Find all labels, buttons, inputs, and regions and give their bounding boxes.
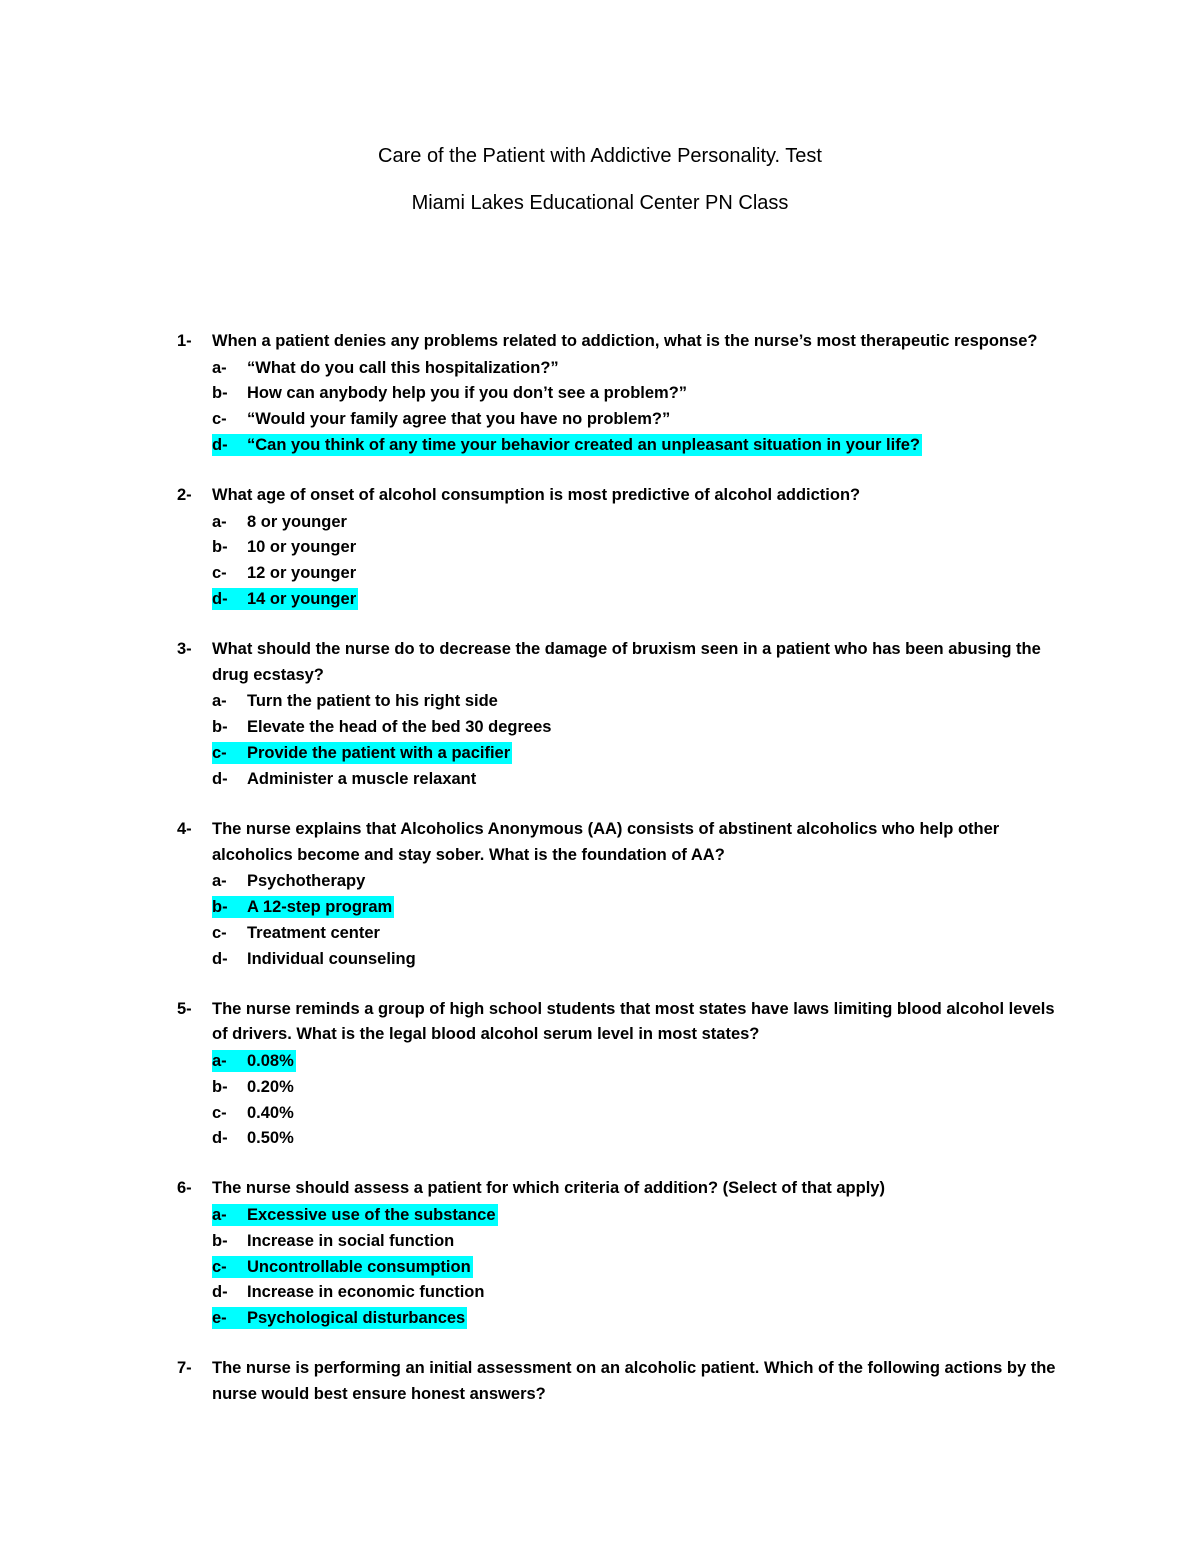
answer-option [212, 1126, 1067, 1152]
option-letter: d- [212, 436, 228, 455]
question-text: The nurse should assess a patient for which criteria of addition? (Select of that apply) [212, 1179, 885, 1198]
question-row [177, 817, 1067, 869]
option-letter: c- [212, 1257, 227, 1276]
option-text: 0.40% [247, 1103, 294, 1122]
answer-content [212, 768, 478, 790]
option-text: 0.50% [247, 1129, 294, 1148]
answer-option [212, 920, 1067, 946]
answer-option [212, 381, 1067, 407]
option-letter: d- [212, 1283, 228, 1302]
option-text: Excessive use of the substance [247, 1206, 496, 1224]
answer-option [212, 560, 1067, 586]
answer-content [212, 1127, 296, 1149]
question-row [177, 997, 1067, 1049]
question-text: The nurse explains that Alcoholics Anonymous (AA) consists of abstinent alcoholics who help other alcoholics become and stay sober. What is the foundation of AA? [212, 819, 1000, 864]
question-item [177, 483, 1067, 612]
question-number: 4- [177, 819, 192, 838]
answer-content [212, 1076, 296, 1098]
answer-option [212, 740, 1067, 766]
option-letter: e- [212, 1309, 227, 1328]
answer-content [212, 690, 500, 712]
answer-option [212, 1254, 1067, 1280]
answer-content [212, 870, 367, 892]
highlighted-answer [212, 896, 394, 918]
question-number: 6- [177, 1179, 192, 1198]
answer-content [212, 1281, 486, 1303]
answer-option [212, 1048, 1067, 1074]
question-text: What age of onset of alcohol consumption is most predictive of alcohol addiction? [212, 485, 861, 504]
answer-option [212, 509, 1067, 535]
question-row [177, 1176, 1067, 1202]
option-text: A 12-step program [247, 898, 393, 917]
document-title: Care of the Patient with Addictive Personality. Test [378, 145, 822, 167]
option-letter: b- [212, 718, 228, 737]
answer-option [212, 714, 1067, 740]
option-text: Provide the patient with a pacifier [247, 744, 511, 763]
option-letter: d- [212, 949, 228, 968]
option-letter: b- [212, 538, 228, 557]
question-item [177, 997, 1067, 1152]
option-letter: d- [212, 769, 228, 788]
option-text: Psychotherapy [247, 872, 366, 891]
option-letter: d- [212, 1129, 228, 1148]
option-letter: a- [212, 1206, 227, 1224]
answer-option [212, 1228, 1067, 1254]
answer-content [212, 1102, 296, 1124]
answer-option [212, 946, 1067, 972]
answer-content [212, 716, 553, 738]
option-text: Elevate the head of the bed 30 degrees [247, 718, 552, 737]
highlighted-answer [212, 742, 512, 764]
question-item [177, 817, 1067, 972]
answer-content [212, 1230, 456, 1252]
option-text: 8 or younger [247, 512, 347, 531]
answer-option [212, 1100, 1067, 1126]
answer-option [212, 1280, 1067, 1306]
answer-content [212, 357, 561, 379]
answer-option [212, 1202, 1067, 1228]
option-letter: c- [212, 1103, 227, 1122]
option-text: 0.08% [247, 1052, 294, 1071]
question-item [177, 329, 1067, 458]
question-item [177, 1176, 1067, 1331]
question-number: 3- [177, 639, 192, 658]
question-text: When a patient denies any problems related to addiction, what is the nurse’s most therapeutic response? [212, 332, 1038, 350]
question-list [177, 329, 1067, 1433]
question-row [177, 483, 1067, 509]
highlighted-answer [212, 1050, 296, 1072]
answer-option [212, 868, 1067, 894]
option-letter: b- [212, 384, 228, 403]
answer-option [212, 1305, 1067, 1331]
option-text: Increase in economic function [247, 1283, 485, 1302]
question-text: The nurse reminds a group of high school students that most states have laws limiting blood alcohol levels of drivers. What is the legal blood alcohol serum level in most states? [212, 999, 1055, 1044]
answer-option [212, 432, 1067, 458]
answer-option [212, 1074, 1067, 1100]
option-text: Individual counseling [247, 949, 416, 968]
option-letter: b- [212, 1231, 228, 1250]
answer-option [212, 535, 1067, 561]
question-row [177, 329, 1067, 355]
highlighted-answer [212, 1204, 498, 1226]
option-letter: a- [212, 692, 227, 711]
option-text: How can anybody help you if you don’t see a problem?” [247, 384, 688, 403]
answer-option [212, 406, 1067, 432]
option-letter: b- [212, 898, 228, 917]
option-letter: d- [212, 590, 228, 609]
highlighted-answer [212, 1256, 473, 1278]
question-text: The nurse is performing an initial assessment on an alcoholic patient. Which of the following actions by the nurse would best ensure honest answers? [212, 1359, 1056, 1403]
answer-content [212, 511, 349, 533]
option-text: Administer a muscle relaxant [247, 769, 477, 788]
option-letter: c- [212, 564, 227, 583]
option-text: “What do you call this hospitalization?” [247, 358, 559, 377]
highlighted-answer [212, 588, 358, 610]
option-letter: b- [212, 1077, 228, 1096]
option-letter: c- [212, 410, 227, 429]
option-text: 0.20% [247, 1077, 294, 1096]
option-letter: c- [212, 923, 227, 942]
option-text: Treatment center [247, 923, 380, 942]
question-item [177, 637, 1067, 792]
question-row [177, 1356, 1067, 1408]
answer-content [212, 382, 689, 404]
question-number: 5- [177, 999, 192, 1018]
option-text: “Can you think of any time your behavior created an unpleasant situation in your life? [247, 436, 920, 455]
option-letter: c- [212, 744, 227, 763]
option-text: “Would your family agree that you have no problem?” [247, 410, 671, 429]
option-text: Psychological disturbances [247, 1309, 466, 1328]
answer-option [212, 689, 1067, 715]
highlighted-answer [212, 434, 922, 456]
answer-option [212, 586, 1067, 612]
option-text: Turn the patient to his right side [247, 692, 498, 711]
answer-content [212, 948, 418, 970]
option-letter: a- [212, 872, 227, 891]
option-text: 12 or younger [247, 564, 357, 583]
answer-option [212, 894, 1067, 920]
option-letter: a- [212, 358, 227, 377]
answer-option [212, 766, 1067, 792]
option-letter: a- [212, 1052, 227, 1071]
answer-content [212, 562, 358, 584]
highlighted-answer [212, 1307, 467, 1329]
option-text: Increase in social function [247, 1231, 455, 1250]
question-number: 7- [177, 1359, 192, 1378]
option-letter: a- [212, 512, 227, 531]
option-text: 10 or younger [247, 538, 357, 557]
question-number: 1- [177, 332, 192, 350]
answer-content [212, 536, 358, 558]
question-row [177, 637, 1067, 689]
question-text: What should the nurse do to decrease the damage of bruxism seen in a patient who has been abusing the drug ecstasy? [212, 639, 1041, 684]
document-subtitle: Miami Lakes Educational Center PN Class [411, 192, 789, 214]
answer-content [212, 922, 382, 944]
question-item [177, 1356, 1067, 1408]
answer-option [212, 355, 1067, 381]
question-number: 2- [177, 485, 192, 504]
option-text: 14 or younger [247, 590, 357, 609]
answer-content [212, 408, 672, 430]
option-text: Uncontrollable consumption [247, 1257, 471, 1276]
